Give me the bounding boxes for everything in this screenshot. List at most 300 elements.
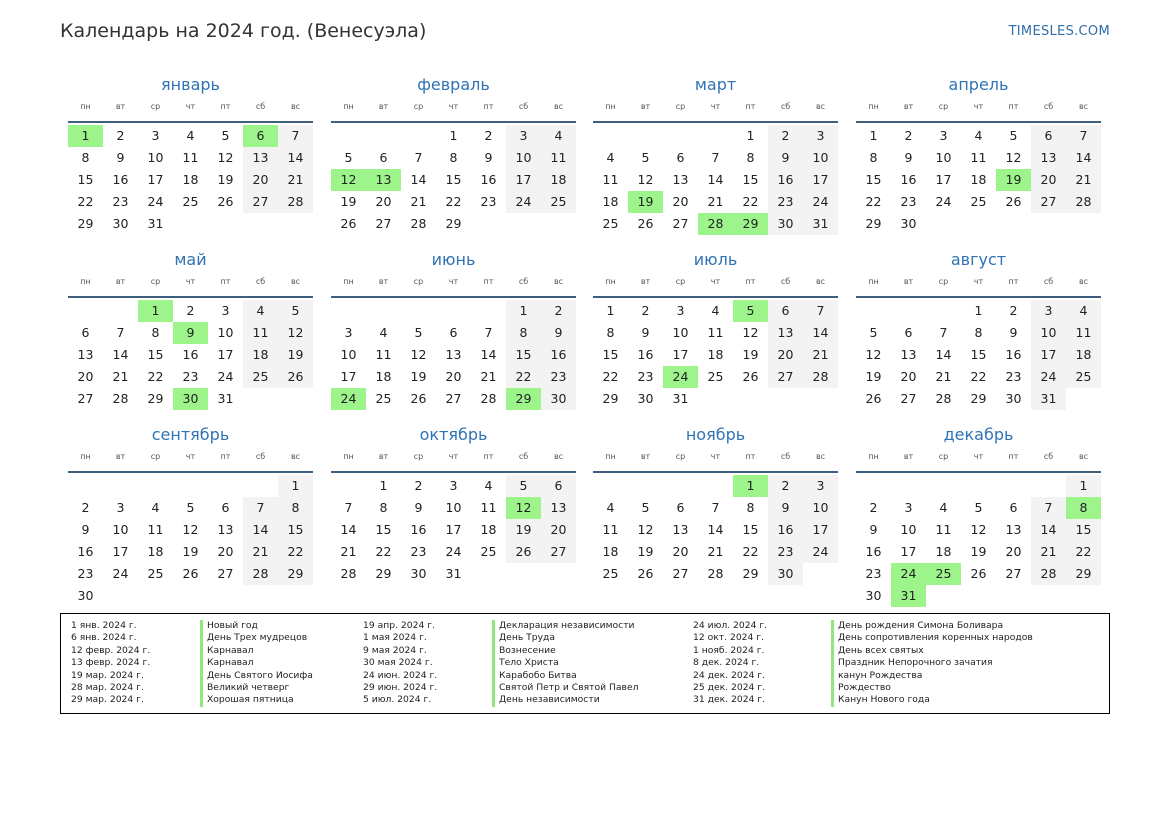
day-cell[interactable]: 18 [480, 522, 497, 537]
day-cell[interactable]: 20 [550, 522, 567, 537]
day-cell[interactable]: 9 [1009, 325, 1018, 340]
day-cell[interactable]: 27 [1005, 566, 1022, 581]
day-cell[interactable]: 11 [147, 522, 164, 537]
day-cell[interactable]: 9 [641, 325, 650, 340]
day-cell[interactable]: 4 [186, 128, 195, 143]
day-cell[interactable]: 18 [602, 194, 619, 209]
holiday-day-cell[interactable]: 25 [926, 563, 961, 585]
day-cell[interactable]: 12 [637, 522, 654, 537]
day-cell[interactable]: 4 [151, 500, 160, 515]
day-cell[interactable]: 12 [970, 522, 987, 537]
holiday-day-cell[interactable]: 12 [506, 497, 541, 519]
day-cell[interactable]: 2 [904, 128, 913, 143]
day-cell[interactable]: 20 [375, 194, 392, 209]
day-cell[interactable]: 3 [221, 303, 230, 318]
day-cell[interactable]: 18 [602, 544, 619, 559]
day-cell[interactable]: 27 [217, 566, 234, 581]
day-cell[interactable]: 5 [291, 303, 300, 318]
day-cell[interactable]: 22 [445, 194, 462, 209]
day-cell[interactable]: 13 [1005, 522, 1022, 537]
day-cell[interactable]: 15 [287, 522, 304, 537]
day-cell[interactable]: 6 [379, 150, 388, 165]
day-cell[interactable]: 13 [672, 522, 689, 537]
day-cell[interactable]: 1 [291, 478, 300, 493]
day-cell[interactable]: 6 [781, 303, 790, 318]
day-cell[interactable]: 1 [606, 303, 615, 318]
day-cell[interactable]: 14 [1040, 522, 1057, 537]
day-cell[interactable]: 25 [375, 391, 392, 406]
day-cell[interactable]: 29 [1075, 566, 1092, 581]
day-cell[interactable]: 11 [970, 150, 987, 165]
day-cell[interactable]: 12 [865, 347, 882, 362]
day-cell[interactable]: 21 [410, 194, 427, 209]
day-cell[interactable]: 9 [781, 500, 790, 515]
holiday-day-cell[interactable]: 1 [68, 125, 103, 147]
day-cell[interactable]: 7 [414, 150, 423, 165]
day-cell[interactable]: 15 [742, 172, 759, 187]
day-cell[interactable]: 2 [116, 128, 125, 143]
day-cell[interactable]: 16 [637, 347, 654, 362]
day-cell[interactable]: 12 [287, 325, 304, 340]
day-cell[interactable]: 28 [1040, 566, 1057, 581]
day-cell[interactable]: 13 [252, 150, 269, 165]
day-cell[interactable]: 5 [221, 128, 230, 143]
day-cell[interactable]: 2 [414, 478, 423, 493]
day-cell[interactable]: 19 [742, 347, 759, 362]
day-cell[interactable]: 24 [1040, 369, 1057, 384]
day-cell[interactable]: 22 [742, 544, 759, 559]
day-cell[interactable]: 19 [865, 369, 882, 384]
day-cell[interactable]: 2 [1009, 303, 1018, 318]
day-cell[interactable]: 27 [77, 391, 94, 406]
day-cell[interactable]: 27 [375, 216, 392, 231]
day-cell[interactable]: 1 [869, 128, 878, 143]
day-cell[interactable]: 26 [340, 216, 357, 231]
day-cell[interactable]: 11 [935, 522, 952, 537]
day-cell[interactable]: 26 [742, 369, 759, 384]
day-cell[interactable]: 19 [410, 369, 427, 384]
day-cell[interactable]: 23 [112, 194, 129, 209]
day-cell[interactable]: 17 [812, 522, 829, 537]
day-cell[interactable]: 15 [1075, 522, 1092, 537]
day-cell[interactable]: 18 [252, 347, 269, 362]
day-cell[interactable]: 19 [515, 522, 532, 537]
day-cell[interactable]: 26 [970, 566, 987, 581]
day-cell[interactable]: 3 [344, 325, 353, 340]
day-cell[interactable]: 2 [554, 303, 563, 318]
day-cell[interactable]: 6 [904, 325, 913, 340]
day-cell[interactable]: 27 [445, 391, 462, 406]
day-cell[interactable]: 15 [865, 172, 882, 187]
day-cell[interactable]: 7 [1079, 128, 1088, 143]
day-cell[interactable]: 1 [974, 303, 983, 318]
day-cell[interactable]: 30 [637, 391, 654, 406]
day-cell[interactable]: 4 [554, 128, 563, 143]
day-cell[interactable]: 27 [777, 369, 794, 384]
day-cell[interactable]: 23 [777, 544, 794, 559]
day-cell[interactable]: 3 [676, 303, 685, 318]
day-cell[interactable]: 10 [217, 325, 234, 340]
day-cell[interactable]: 30 [112, 216, 129, 231]
day-cell[interactable]: 10 [900, 522, 917, 537]
day-cell[interactable]: 7 [256, 500, 265, 515]
day-cell[interactable]: 21 [1040, 544, 1057, 559]
day-cell[interactable]: 21 [707, 194, 724, 209]
day-cell[interactable]: 26 [182, 566, 199, 581]
day-cell[interactable]: 3 [904, 500, 913, 515]
day-cell[interactable]: 13 [777, 325, 794, 340]
day-cell[interactable]: 24 [515, 194, 532, 209]
day-cell[interactable]: 29 [77, 216, 94, 231]
day-cell[interactable]: 10 [340, 347, 357, 362]
day-cell[interactable]: 28 [287, 194, 304, 209]
day-cell[interactable]: 24 [217, 369, 234, 384]
day-cell[interactable]: 30 [410, 566, 427, 581]
day-cell[interactable]: 29 [287, 566, 304, 581]
day-cell[interactable]: 13 [77, 347, 94, 362]
day-cell[interactable]: 20 [445, 369, 462, 384]
holiday-day-cell[interactable]: 13 [366, 169, 401, 191]
day-cell[interactable]: 27 [672, 566, 689, 581]
day-cell[interactable]: 23 [550, 369, 567, 384]
day-cell[interactable]: 24 [812, 194, 829, 209]
holiday-day-cell[interactable]: 19 [628, 191, 663, 213]
day-cell[interactable]: 1 [746, 128, 755, 143]
day-cell[interactable]: 26 [410, 391, 427, 406]
day-cell[interactable]: 10 [1040, 325, 1057, 340]
day-cell[interactable]: 11 [602, 172, 619, 187]
day-cell[interactable]: 13 [900, 347, 917, 362]
day-cell[interactable]: 22 [742, 194, 759, 209]
day-cell[interactable]: 24 [812, 544, 829, 559]
day-cell[interactable]: 5 [641, 150, 650, 165]
day-cell[interactable]: 16 [777, 522, 794, 537]
day-cell[interactable]: 30 [900, 216, 917, 231]
day-cell[interactable]: 28 [812, 369, 829, 384]
day-cell[interactable]: 4 [1079, 303, 1088, 318]
day-cell[interactable]: 9 [116, 150, 125, 165]
day-cell[interactable]: 11 [550, 150, 567, 165]
day-cell[interactable]: 9 [554, 325, 563, 340]
day-cell[interactable]: 15 [515, 347, 532, 362]
day-cell[interactable]: 10 [515, 150, 532, 165]
day-cell[interactable]: 7 [816, 303, 825, 318]
day-cell[interactable]: 21 [112, 369, 129, 384]
day-cell[interactable]: 25 [1075, 369, 1092, 384]
day-cell[interactable]: 8 [291, 500, 300, 515]
day-cell[interactable]: 27 [1040, 194, 1057, 209]
day-cell[interactable]: 22 [602, 369, 619, 384]
day-cell[interactable]: 30 [1005, 391, 1022, 406]
day-cell[interactable]: 17 [900, 544, 917, 559]
day-cell[interactable]: 14 [812, 325, 829, 340]
day-cell[interactable]: 16 [1005, 347, 1022, 362]
day-cell[interactable]: 21 [935, 369, 952, 384]
day-cell[interactable]: 3 [816, 478, 825, 493]
day-cell[interactable]: 16 [550, 347, 567, 362]
day-cell[interactable]: 23 [1005, 369, 1022, 384]
day-cell[interactable]: 31 [1040, 391, 1057, 406]
day-cell[interactable]: 6 [554, 478, 563, 493]
day-cell[interactable]: 25 [182, 194, 199, 209]
day-cell[interactable]: 24 [147, 194, 164, 209]
day-cell[interactable]: 21 [252, 544, 269, 559]
day-cell[interactable]: 15 [970, 347, 987, 362]
day-cell[interactable]: 26 [287, 369, 304, 384]
day-cell[interactable]: 21 [707, 544, 724, 559]
day-cell[interactable]: 10 [147, 150, 164, 165]
day-cell[interactable]: 15 [375, 522, 392, 537]
day-cell[interactable]: 18 [935, 544, 952, 559]
day-cell[interactable]: 1 [379, 478, 388, 493]
day-cell[interactable]: 18 [970, 172, 987, 187]
day-cell[interactable]: 26 [637, 566, 654, 581]
day-cell[interactable]: 11 [480, 500, 497, 515]
day-cell[interactable]: 8 [81, 150, 90, 165]
day-cell[interactable]: 22 [375, 544, 392, 559]
day-cell[interactable]: 28 [1075, 194, 1092, 209]
holiday-day-cell[interactable]: 5 [733, 300, 768, 322]
day-cell[interactable]: 26 [1005, 194, 1022, 209]
day-cell[interactable]: 5 [186, 500, 195, 515]
day-cell[interactable]: 13 [445, 347, 462, 362]
day-cell[interactable]: 28 [935, 391, 952, 406]
day-cell[interactable]: 8 [869, 150, 878, 165]
day-cell[interactable]: 17 [112, 544, 129, 559]
day-cell[interactable]: 7 [116, 325, 125, 340]
day-cell[interactable]: 15 [445, 172, 462, 187]
day-cell[interactable]: 16 [77, 544, 94, 559]
day-cell[interactable]: 30 [550, 391, 567, 406]
day-cell[interactable]: 15 [742, 522, 759, 537]
day-cell[interactable]: 19 [970, 544, 987, 559]
day-cell[interactable]: 2 [869, 500, 878, 515]
day-cell[interactable]: 10 [112, 522, 129, 537]
holiday-day-cell[interactable]: 31 [891, 585, 926, 607]
day-cell[interactable]: 19 [182, 544, 199, 559]
day-cell[interactable]: 4 [974, 128, 983, 143]
day-cell[interactable]: 2 [484, 128, 493, 143]
day-cell[interactable]: 3 [519, 128, 528, 143]
day-cell[interactable]: 7 [711, 500, 720, 515]
day-cell[interactable]: 25 [550, 194, 567, 209]
day-cell[interactable]: 16 [777, 172, 794, 187]
day-cell[interactable]: 17 [147, 172, 164, 187]
day-cell[interactable]: 1 [449, 128, 458, 143]
day-cell[interactable]: 25 [602, 216, 619, 231]
day-cell[interactable]: 25 [707, 369, 724, 384]
day-cell[interactable]: 2 [641, 303, 650, 318]
day-cell[interactable]: 6 [1044, 128, 1053, 143]
day-cell[interactable]: 10 [935, 150, 952, 165]
day-cell[interactable]: 21 [340, 544, 357, 559]
day-cell[interactable]: 16 [865, 544, 882, 559]
day-cell[interactable]: 12 [637, 172, 654, 187]
day-cell[interactable]: 22 [970, 369, 987, 384]
day-cell[interactable]: 6 [221, 500, 230, 515]
day-cell[interactable]: 20 [672, 194, 689, 209]
day-cell[interactable]: 12 [1005, 150, 1022, 165]
day-cell[interactable]: 20 [1040, 172, 1057, 187]
day-cell[interactable]: 4 [939, 500, 948, 515]
holiday-day-cell[interactable]: 24 [663, 366, 698, 388]
day-cell[interactable]: 9 [81, 522, 90, 537]
day-cell[interactable]: 30 [777, 566, 794, 581]
day-cell[interactable]: 31 [812, 216, 829, 231]
day-cell[interactable]: 18 [375, 369, 392, 384]
day-cell[interactable]: 29 [147, 391, 164, 406]
day-cell[interactable]: 5 [414, 325, 423, 340]
day-cell[interactable]: 23 [900, 194, 917, 209]
day-cell[interactable]: 10 [812, 500, 829, 515]
holiday-day-cell[interactable]: 29 [733, 213, 768, 235]
day-cell[interactable]: 9 [869, 522, 878, 537]
day-cell[interactable]: 22 [515, 369, 532, 384]
day-cell[interactable]: 23 [865, 566, 882, 581]
day-cell[interactable]: 21 [480, 369, 497, 384]
holiday-day-cell[interactable]: 8 [1066, 497, 1101, 519]
day-cell[interactable]: 17 [672, 347, 689, 362]
day-cell[interactable]: 2 [81, 500, 90, 515]
day-cell[interactable]: 20 [672, 544, 689, 559]
day-cell[interactable]: 11 [707, 325, 724, 340]
day-cell[interactable]: 3 [449, 478, 458, 493]
holiday-day-cell[interactable]: 24 [331, 388, 366, 410]
day-cell[interactable]: 23 [182, 369, 199, 384]
day-cell[interactable]: 20 [777, 347, 794, 362]
day-cell[interactable]: 14 [1075, 150, 1092, 165]
day-cell[interactable]: 12 [410, 347, 427, 362]
holiday-day-cell[interactable]: 1 [733, 475, 768, 497]
day-cell[interactable]: 11 [252, 325, 269, 340]
day-cell[interactable]: 6 [449, 325, 458, 340]
day-cell[interactable]: 17 [812, 172, 829, 187]
day-cell[interactable]: 5 [344, 150, 353, 165]
day-cell[interactable]: 8 [746, 500, 755, 515]
day-cell[interactable]: 17 [515, 172, 532, 187]
day-cell[interactable]: 26 [865, 391, 882, 406]
day-cell[interactable]: 14 [340, 522, 357, 537]
day-cell[interactable]: 10 [672, 325, 689, 340]
day-cell[interactable]: 8 [974, 325, 983, 340]
day-cell[interactable]: 14 [480, 347, 497, 362]
day-cell[interactable]: 3 [816, 128, 825, 143]
day-cell[interactable]: 6 [1009, 500, 1018, 515]
day-cell[interactable]: 8 [151, 325, 160, 340]
day-cell[interactable]: 3 [1044, 303, 1053, 318]
day-cell[interactable]: 20 [1005, 544, 1022, 559]
day-cell[interactable]: 8 [606, 325, 615, 340]
day-cell[interactable]: 11 [375, 347, 392, 362]
day-cell[interactable]: 16 [480, 172, 497, 187]
day-cell[interactable]: 28 [410, 216, 427, 231]
day-cell[interactable]: 29 [865, 216, 882, 231]
day-cell[interactable]: 30 [777, 216, 794, 231]
day-cell[interactable]: 31 [672, 391, 689, 406]
day-cell[interactable]: 4 [606, 150, 615, 165]
day-cell[interactable]: 22 [1075, 544, 1092, 559]
day-cell[interactable]: 11 [182, 150, 199, 165]
day-cell[interactable]: 30 [865, 588, 882, 603]
day-cell[interactable]: 6 [81, 325, 90, 340]
day-cell[interactable]: 17 [1040, 347, 1057, 362]
day-cell[interactable]: 2 [186, 303, 195, 318]
day-cell[interactable]: 7 [1044, 500, 1053, 515]
day-cell[interactable]: 27 [900, 391, 917, 406]
day-cell[interactable]: 29 [445, 216, 462, 231]
holiday-day-cell[interactable]: 24 [891, 563, 926, 585]
day-cell[interactable]: 7 [344, 500, 353, 515]
day-cell[interactable]: 24 [112, 566, 129, 581]
day-cell[interactable]: 31 [217, 391, 234, 406]
day-cell[interactable]: 31 [445, 566, 462, 581]
day-cell[interactable]: 16 [410, 522, 427, 537]
holiday-day-cell[interactable]: 6 [243, 125, 278, 147]
day-cell[interactable]: 7 [484, 325, 493, 340]
day-cell[interactable]: 5 [869, 325, 878, 340]
day-cell[interactable]: 14 [410, 172, 427, 187]
day-cell[interactable]: 25 [480, 544, 497, 559]
day-cell[interactable]: 1 [519, 303, 528, 318]
holiday-day-cell[interactable]: 12 [331, 169, 366, 191]
day-cell[interactable]: 24 [445, 544, 462, 559]
day-cell[interactable]: 17 [217, 347, 234, 362]
day-cell[interactable]: 13 [1040, 150, 1057, 165]
day-cell[interactable]: 28 [340, 566, 357, 581]
day-cell[interactable]: 29 [970, 391, 987, 406]
day-cell[interactable]: 22 [287, 544, 304, 559]
day-cell[interactable]: 23 [637, 369, 654, 384]
day-cell[interactable]: 12 [217, 150, 234, 165]
day-cell[interactable]: 18 [550, 172, 567, 187]
day-cell[interactable]: 19 [217, 172, 234, 187]
day-cell[interactable]: 9 [904, 150, 913, 165]
day-cell[interactable]: 3 [151, 128, 160, 143]
day-cell[interactable]: 17 [935, 172, 952, 187]
day-cell[interactable]: 25 [147, 566, 164, 581]
day-cell[interactable]: 6 [676, 500, 685, 515]
day-cell[interactable]: 18 [182, 172, 199, 187]
day-cell[interactable]: 5 [641, 500, 650, 515]
day-cell[interactable]: 8 [449, 150, 458, 165]
day-cell[interactable]: 4 [484, 478, 493, 493]
day-cell[interactable]: 12 [182, 522, 199, 537]
day-cell[interactable]: 3 [939, 128, 948, 143]
day-cell[interactable]: 9 [414, 500, 423, 515]
day-cell[interactable]: 18 [147, 544, 164, 559]
day-cell[interactable]: 10 [812, 150, 829, 165]
day-cell[interactable]: 22 [865, 194, 882, 209]
day-cell[interactable]: 28 [707, 566, 724, 581]
day-cell[interactable]: 11 [602, 522, 619, 537]
day-cell[interactable]: 9 [781, 150, 790, 165]
day-cell[interactable]: 28 [480, 391, 497, 406]
day-cell[interactable]: 12 [742, 325, 759, 340]
day-cell[interactable]: 29 [742, 566, 759, 581]
day-cell[interactable]: 15 [147, 347, 164, 362]
day-cell[interactable]: 4 [606, 500, 615, 515]
day-cell[interactable]: 6 [676, 150, 685, 165]
holiday-day-cell[interactable]: 9 [173, 322, 208, 344]
day-cell[interactable]: 9 [484, 150, 493, 165]
day-cell[interactable]: 27 [252, 194, 269, 209]
day-cell[interactable]: 4 [256, 303, 265, 318]
day-cell[interactable]: 25 [252, 369, 269, 384]
day-cell[interactable]: 23 [410, 544, 427, 559]
day-cell[interactable]: 20 [252, 172, 269, 187]
day-cell[interactable]: 16 [112, 172, 129, 187]
day-cell[interactable]: 17 [445, 522, 462, 537]
